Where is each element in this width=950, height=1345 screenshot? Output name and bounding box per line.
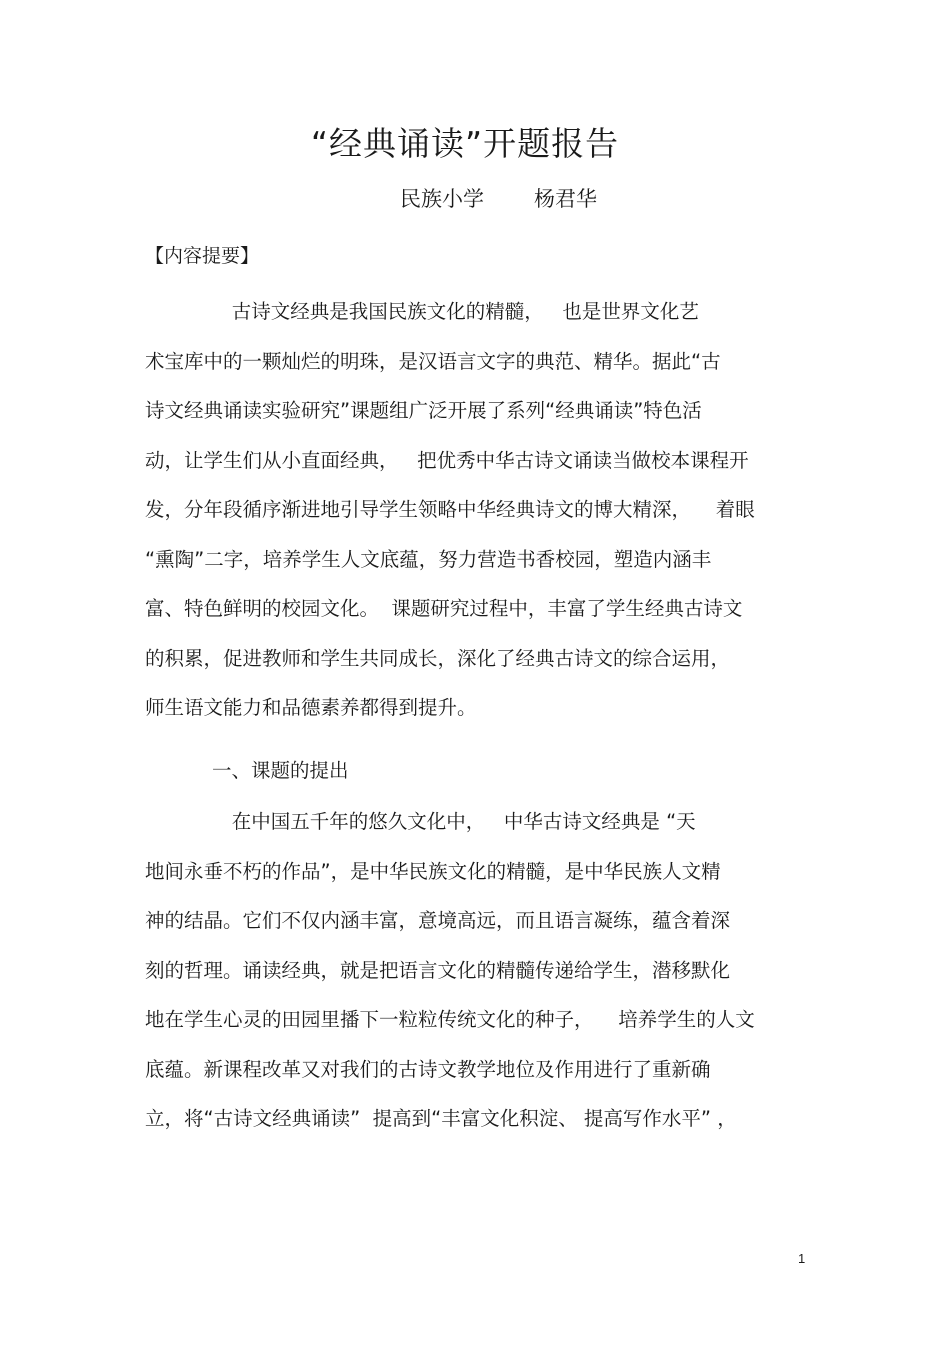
page-number: 1 (798, 1251, 806, 1266)
school-name: 民族小学 (400, 187, 484, 211)
summary-line: 诗文经典诵读实验研究”课题组广泛开展了系列“经典诵读”特色活 (145, 399, 702, 422)
body-line: 刻的哲理。诵读经典，就是把语言文化的精髓传递给学生，潜移默化 (145, 959, 731, 982)
summary-line: 富、特色鲜明的校园文化。 课题研究过程中，丰富了学生经典古诗文 (145, 597, 743, 620)
summary-line: 动，让学生们从小直面经典， 把优秀中华古诗文诵读当做校本课程开 (145, 449, 749, 472)
summary-line: 发，分年段循序渐进地引导学生领略中华经典诗文的博大精深， 着眼 (145, 498, 755, 521)
body-line: 底蕴。新课程改革又对我们的古诗文教学地位及作用进行了重新确 (145, 1058, 711, 1081)
summary-line: 的积累，促进教师和学生共同成长，深化了经典古诗文的综合运用， (145, 647, 731, 670)
summary-label: 【内容提要】 (145, 245, 260, 267)
section-heading: 一、课题的提出 (212, 759, 349, 782)
summary-line: “熏陶”二字，培养学生人文底蕴，努力营造书香校园，塑造内涵丰 (145, 548, 712, 571)
body-line: 立，将“古诗文经典诵读” 提高到“丰富文化积淀、 提高写作水平” ， (145, 1107, 737, 1130)
body-line: 在中国五千年的悠久文化中， 中华古诗文经典是 “天 (145, 810, 696, 833)
body-line: 地间永垂不朽的作品”，是中华民族文化的精髓，是中华民族人文精 (145, 860, 721, 883)
body-line: 地在学生心灵的田园里播下一粒粒传统文化的种子， 培养学生的人文 (145, 1008, 755, 1031)
document-title: “经典诵读”开题报告 (310, 124, 620, 163)
summary-line: 师生语文能力和品德素养都得到提升。 (145, 696, 477, 719)
author-name: 杨君华 (534, 187, 597, 211)
author-line (400, 183, 597, 213)
body-line: 神的结晶。它们不仅内涵丰富，意境高远，而且语言凝练，蕴含着深 (145, 909, 731, 932)
summary-line: 术宝库中的一颗灿烂的明珠，是汉语言文字的典范、精华。据此“古 (145, 350, 721, 373)
summary-line: 古诗文经典是我国民族文化的精髓， 也是世界文化艺 (145, 300, 699, 323)
